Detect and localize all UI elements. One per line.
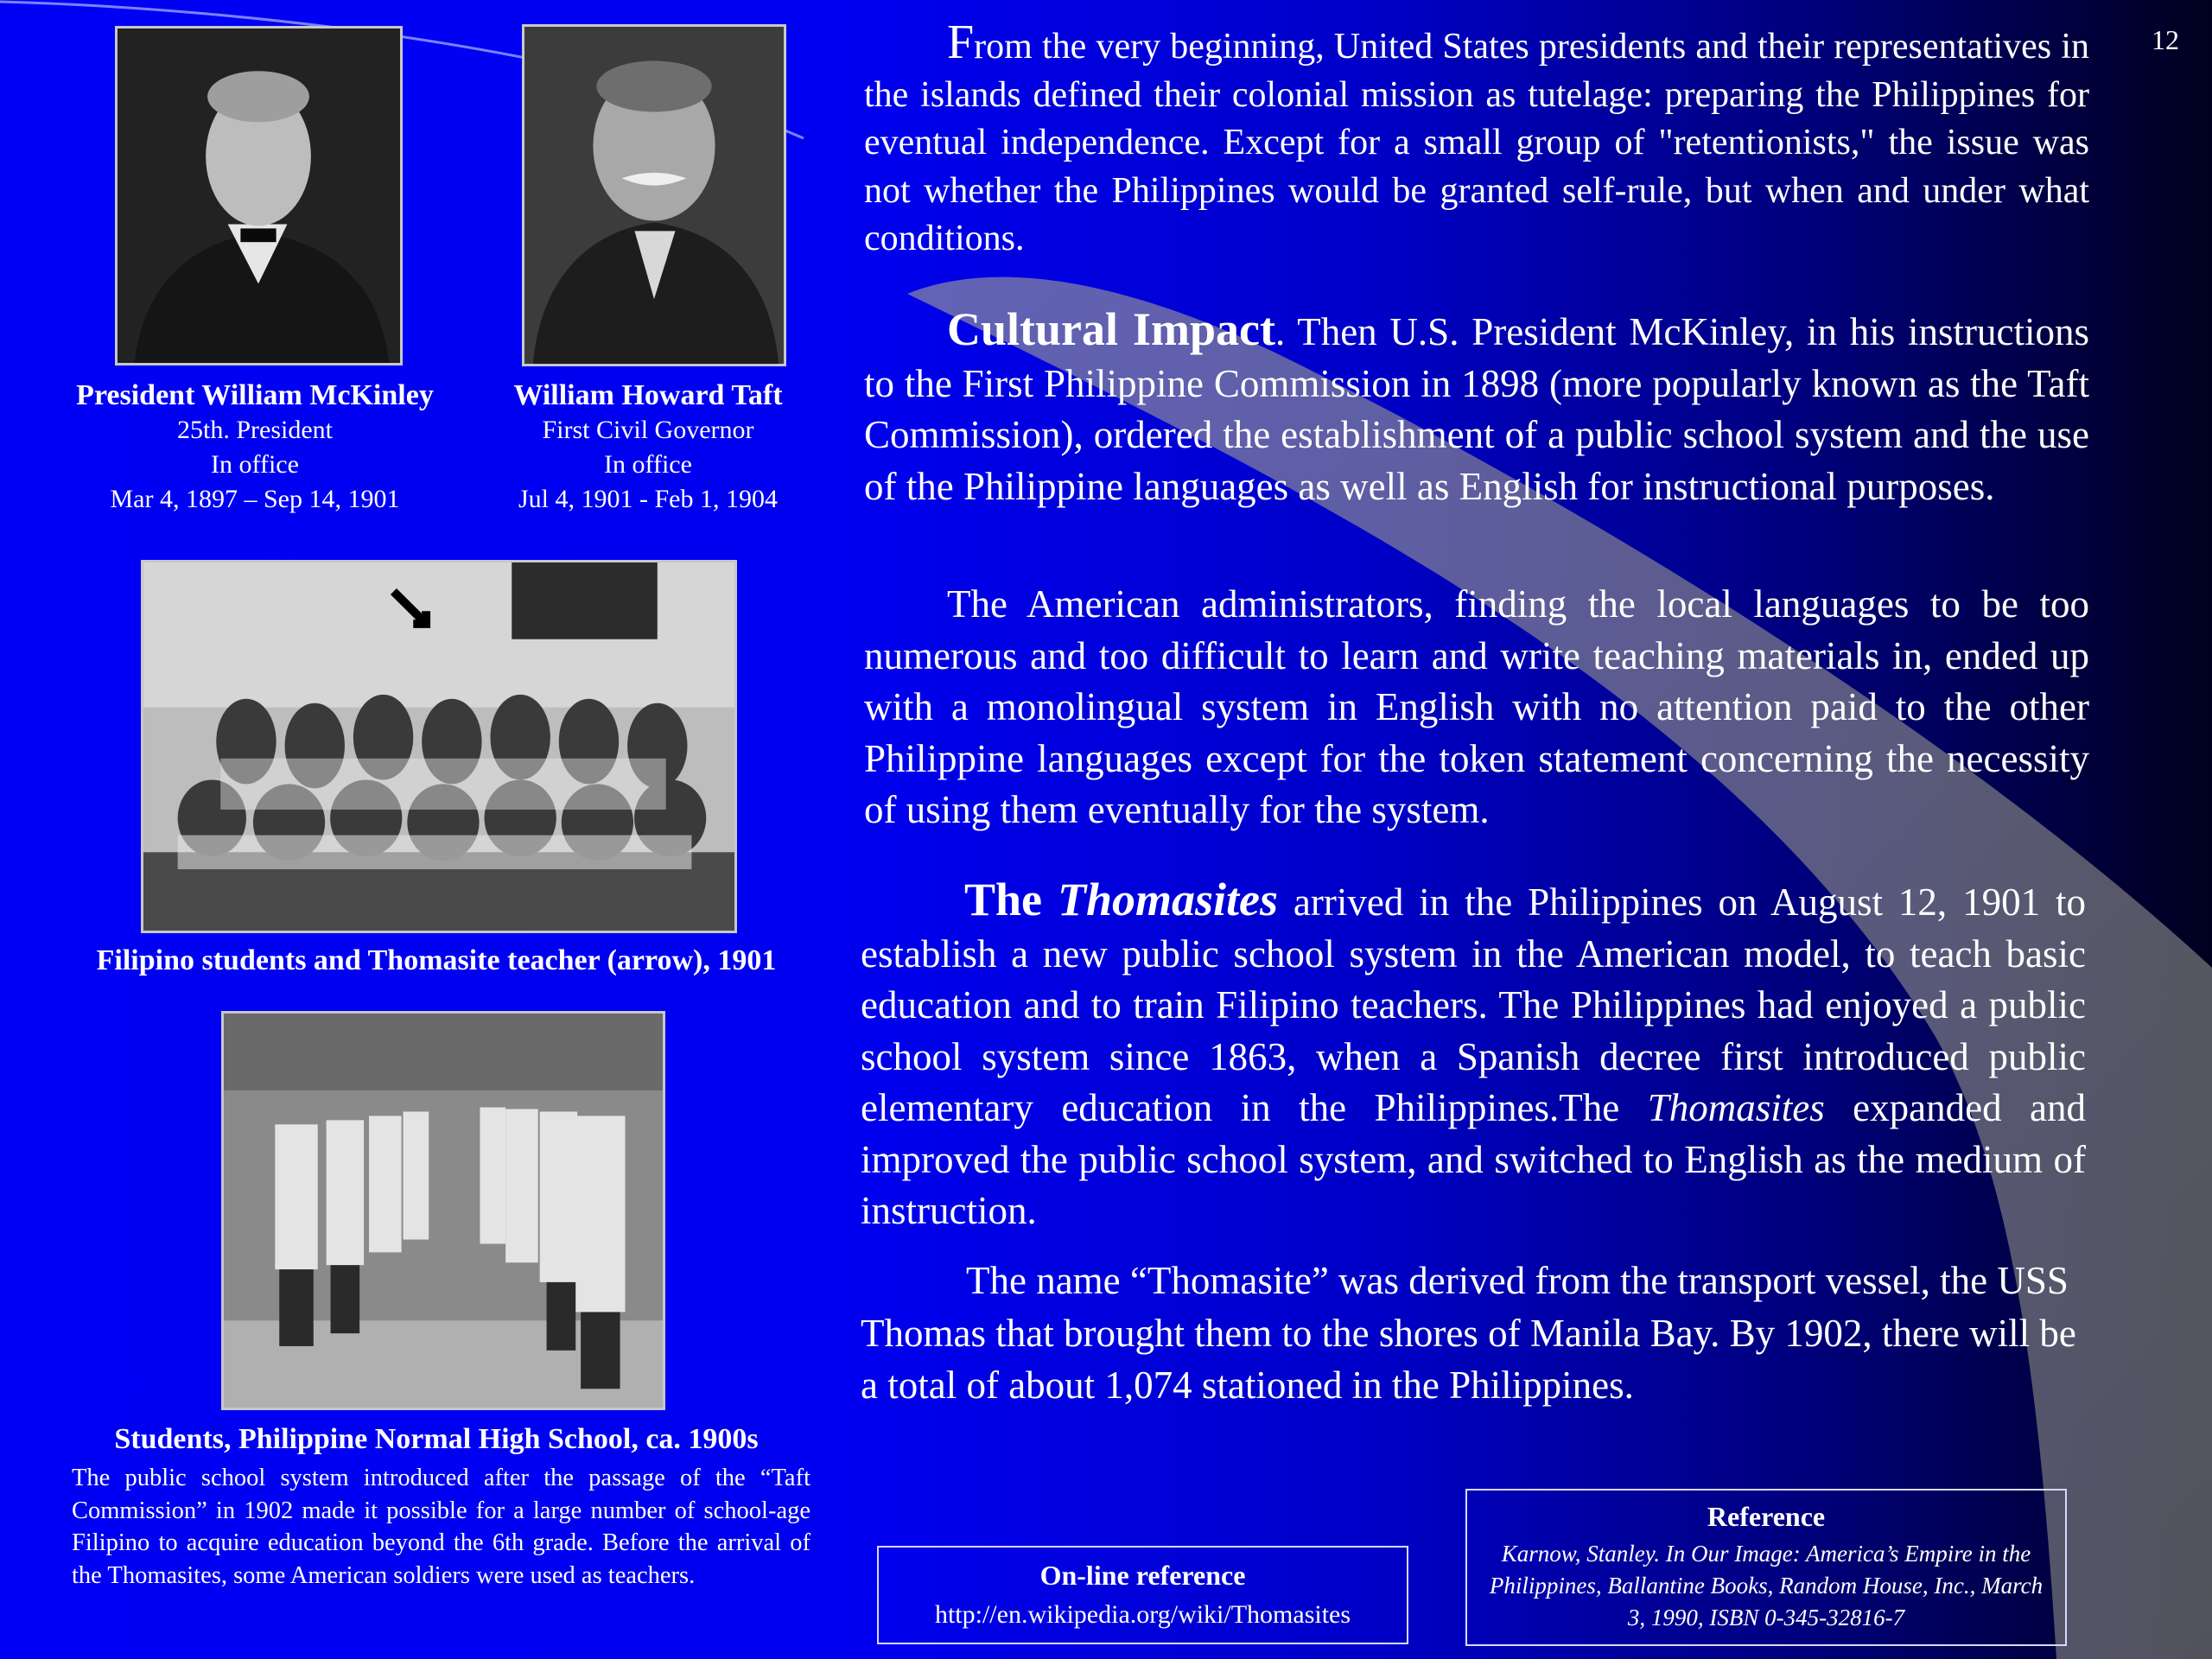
students-thomasite-group-photo: [141, 560, 737, 933]
normal-high-school-students-photo: [221, 1011, 665, 1410]
portrait-status: In office: [211, 450, 299, 479]
thomasites-heading-name: Thomasites: [1057, 874, 1278, 925]
public-school-note: The public school system introduced after the passage of the “Taft Commission” in 1902 made it possible for a large number of school-age Filipino to acquire education beyond the 6th grade. Before the arrival of the Thomasites, some American soldiers were used as teachers.: [72, 1465, 810, 1589]
online-reference-title: On-line reference: [1039, 1560, 1246, 1591]
thomasites-text-b: expanded and improved the public school system, and switched to English as the medium of instruction.: [861, 1086, 2086, 1232]
mckinley-caption: [52, 378, 458, 517]
administrators-text: The American administrators, finding the local languages to be too numerous and too difficult to learn and write teaching materials in, ended up with a monolingual system in English with no attention paid to the other Philippine languages except for the token statement concerning the necessity of using them eventually for the system.: [864, 582, 2089, 831]
reference-box: [1465, 1489, 2067, 1646]
taft-caption: [484, 378, 812, 517]
group-photo-caption: Filipino students and Thomasite teacher (arrow), 1901: [96, 944, 777, 976]
thomasite-name-text: The name “Thomasite” was derived from the transport vessel, the USS Thomas that brought them to the shores of Manila Bay. By 1902, there will be a total of about 1,074 stationed in the Philippines.: [861, 1259, 2076, 1407]
mckinley-portrait-photo: [115, 26, 403, 365]
portrait-title: 25th. President: [177, 416, 333, 444]
reference-citation: Karnow, Stanley. In Our Image: America’s Empire in the Philippines, Ballantine Books, Random House, Inc., March 3, 1990, ISBN 0-345-32816-7: [1489, 1541, 2044, 1630]
thomasites-paragraph: [861, 874, 2086, 1237]
portrait-status: In office: [604, 450, 692, 479]
portrait-dates: Mar 4, 1897 – Sep 14, 1901: [110, 485, 400, 513]
taft-portrait-photo: [522, 24, 786, 366]
intro-paragraph: [864, 16, 2089, 264]
cultural-impact-text: . Then U.S. President McKinley, in his instructions to the First Philippine Commission in 1898 (more popularly known as the Taft Commission), ordered the establishment of a public school system and the use of the Philippine languages as well as English for instructional purposes.: [864, 310, 2090, 508]
online-reference-url[interactable]: http://en.wikipedia.org/wiki/Thomasites: [934, 1600, 1351, 1629]
intro-text: rom the very beginning, United States presidents and their representatives in the islands defined their colonial mission as tutelage: preparing the Philippines for eventual independence. Except for a small group of "retentionists," the issue was not whether the Philippines would be granted self-rule, but when and under what conditions.: [864, 27, 2089, 258]
thomasites-text-a: arrived in the Philippines on August 12, 1901 to establish a new public school system in the American model, to teach basic education and to train Filipino teachers. The Philippines had enjoyed a public school system since 1863, when a Spanish decree first introduced public elementary education in the Philippines.The: [861, 880, 2087, 1129]
slide-number: 12: [2152, 24, 2179, 55]
reference-title: Reference: [1707, 1501, 1826, 1532]
thomasites-heading-the: The: [964, 874, 1043, 925]
intro-dropcap: F: [947, 16, 975, 69]
normal-school-photo-caption: Students, Philippine Normal High School, ca. 1900s: [114, 1423, 759, 1455]
administrators-paragraph: [864, 579, 2089, 836]
portrait-name: President William McKinley: [76, 379, 434, 411]
thomasites-italic: Thomasites: [1647, 1086, 1825, 1129]
online-reference-box: [877, 1546, 1408, 1644]
thomasite-name-paragraph: [861, 1255, 2086, 1412]
portrait-name: William Howard Taft: [513, 379, 783, 411]
portrait-title: First Civil Governor: [542, 416, 754, 444]
cultural-impact-heading: Cultural Impact: [947, 303, 1276, 355]
cultural-impact-paragraph: [864, 304, 2089, 512]
portrait-dates: Jul 4, 1901 - Feb 1, 1904: [518, 485, 778, 513]
